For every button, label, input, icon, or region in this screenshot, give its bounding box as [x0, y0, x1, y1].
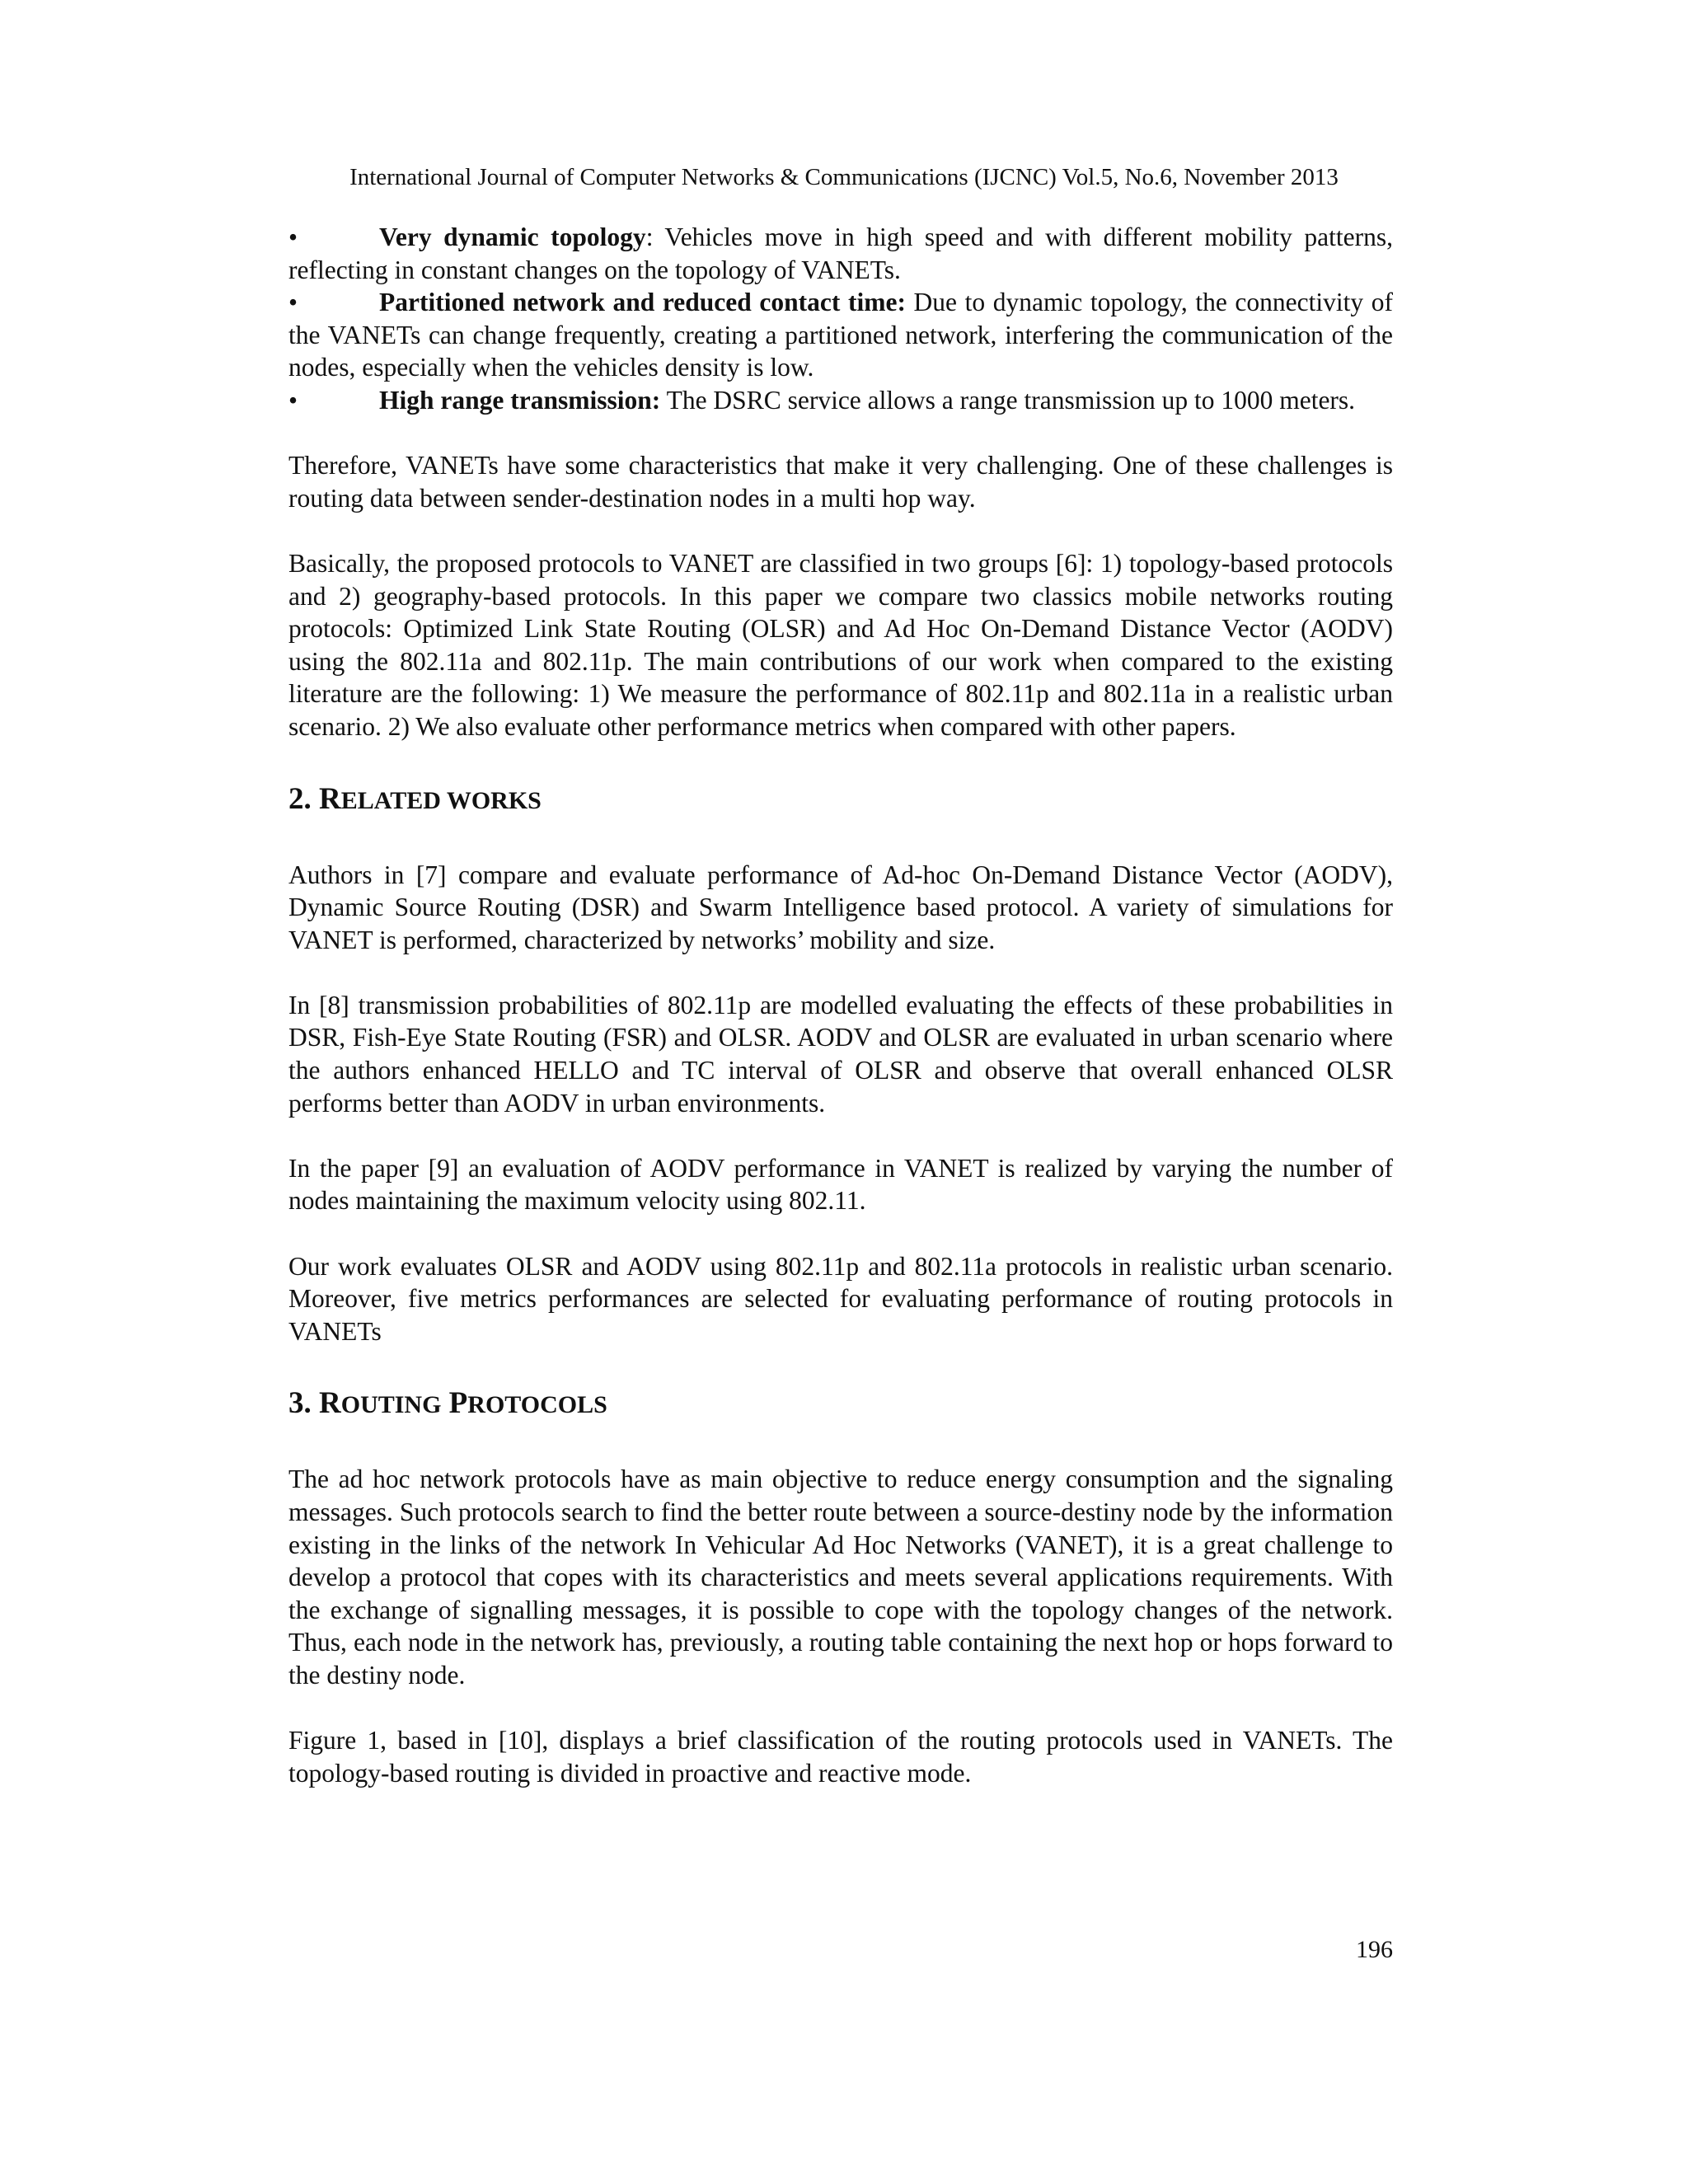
bullet-mark: •: [288, 385, 298, 415]
section-number: 2.: [288, 781, 319, 816]
running-header: International Journal of Computer Networks & Communications (IJCNC) Vol.5, No.6, November 2013: [349, 164, 1339, 190]
bullet-sep: :: [645, 223, 654, 251]
section-heading-routing-protocols: [288, 1387, 1393, 1422]
paragraph-classification: Basically, the proposed protocols to VANET are classified in two groups [6]: 1) topology-based protocols and 2) geography-based protocols. In this paper we compare two classics mobile networks routing protocols: Optimized Link State Routing (OLSR) and Ad Hoc On-Demand Distance Vector (AODV) using the 802.11a and 802.11p. The main contributions of our work when compared to the existing literature are the following: 1) We measure the performance of 802.11p and 802.11a in a realistic urban scenario. 2) We also evaluate other performance metrics when compared with other papers.: [288, 548, 1393, 741]
paragraph-related-1: Authors in [7] compare and evaluate performance of Ad-hoc On-Demand Distance Vector (AODV), Dynamic Source Routing (DSR) and Swarm Intelligence based protocol. A variety of simulations for VANET is performed, characterized by networks’ mobility and size.: [288, 860, 1393, 954]
bullet-item-high-range: [288, 384, 1393, 417]
paragraph-related-4: Our work evaluates OLSR and AODV using 802.11p and 802.11a protocols in realistic urban scenario. Moreover, five metrics performances are selected for evaluating performance of routing protocols in VANETs: [288, 1251, 1393, 1346]
paragraph-challenges: Therefore, VANETs have some characteristics that make it very challenging. One of these challenges is routing data between sender-destination nodes in a multi hop way.: [288, 451, 1393, 513]
page-number: 196: [1356, 1936, 1393, 1963]
section-title-rest-2: ROTOCOLS: [467, 1391, 607, 1419]
bullet-text: Vehicles move in high speed and with different mobility patterns, reflecting in constant changes on the topology of VANETs.: [288, 223, 1393, 284]
bullet-term: High range transmission:: [379, 385, 661, 415]
bullet-mark: •: [288, 288, 298, 317]
section-title-initial: R: [319, 781, 341, 816]
bullet-term: Partitioned network and reduced contact time:: [379, 288, 906, 317]
paragraph-routing-1: The ad hoc network protocols have as main objective to reduce energy consumption and the signaling messages. Such protocols search to find the better route between a source-destiny node by the information existing in the links of the network In Vehicular Ad Hoc Networks (VANET), it is a great challenge to develop a protocol that copes with its characteristics and meets several applications requirements. With the exchange of signalling messages, it is possible to cope with the topology changes of the network. Thus, each node in the network has, previously, a routing table containing the next hop or hops forward to the destiny node.: [288, 1465, 1393, 1690]
bullet-item-dynamic-topology: [288, 221, 1393, 286]
bullet-mark: •: [288, 223, 298, 251]
section-number: 3.: [288, 1386, 319, 1421]
section-heading-related-works: [288, 783, 1393, 818]
paragraph-related-2: In [8] transmission probabilities of 802.11p are modelled evaluating the effects of these probabilities in DSR, Fish-Eye State Routing (FSR) and OLSR. AODV and OLSR are evaluated in urban scenario where the authors enhanced HELLO and TC interval of OLSR and observe that overall enhanced OLSR performs better than AODV in urban environments.: [288, 990, 1393, 1118]
bullet-term: Very dynamic topology: [379, 223, 646, 251]
bullet-item-partitioned-network: [288, 286, 1393, 384]
section-title-initial-2: P: [448, 1386, 468, 1421]
bullet-text: The DSRC service allows a range transmission up to 1000 meters.: [660, 385, 1356, 415]
paragraph-routing-2: Figure 1, based in [10], displays a brief classification of the routing protocols used in VANETs. The topology-based routing is divided in proactive and reactive mode.: [288, 1726, 1393, 1788]
section-title-rest: ELATED WORKS: [340, 786, 542, 814]
section-title-rest: OUTING: [340, 1391, 442, 1419]
page-body: [288, 221, 1393, 1789]
bullet-text: Due to dynamic topology, the connectivity of the VANETs can change frequently, creating a partitioned network, interfering the communication of the nodes, especially when the vehicles density is low.: [288, 288, 1393, 382]
section-title-initial: R: [319, 1386, 341, 1421]
paragraph-related-3: In the paper [9] an evaluation of AODV performance in VANET is realized by varying the number of nodes maintaining the maximum velocity using 802.11.: [288, 1153, 1393, 1216]
